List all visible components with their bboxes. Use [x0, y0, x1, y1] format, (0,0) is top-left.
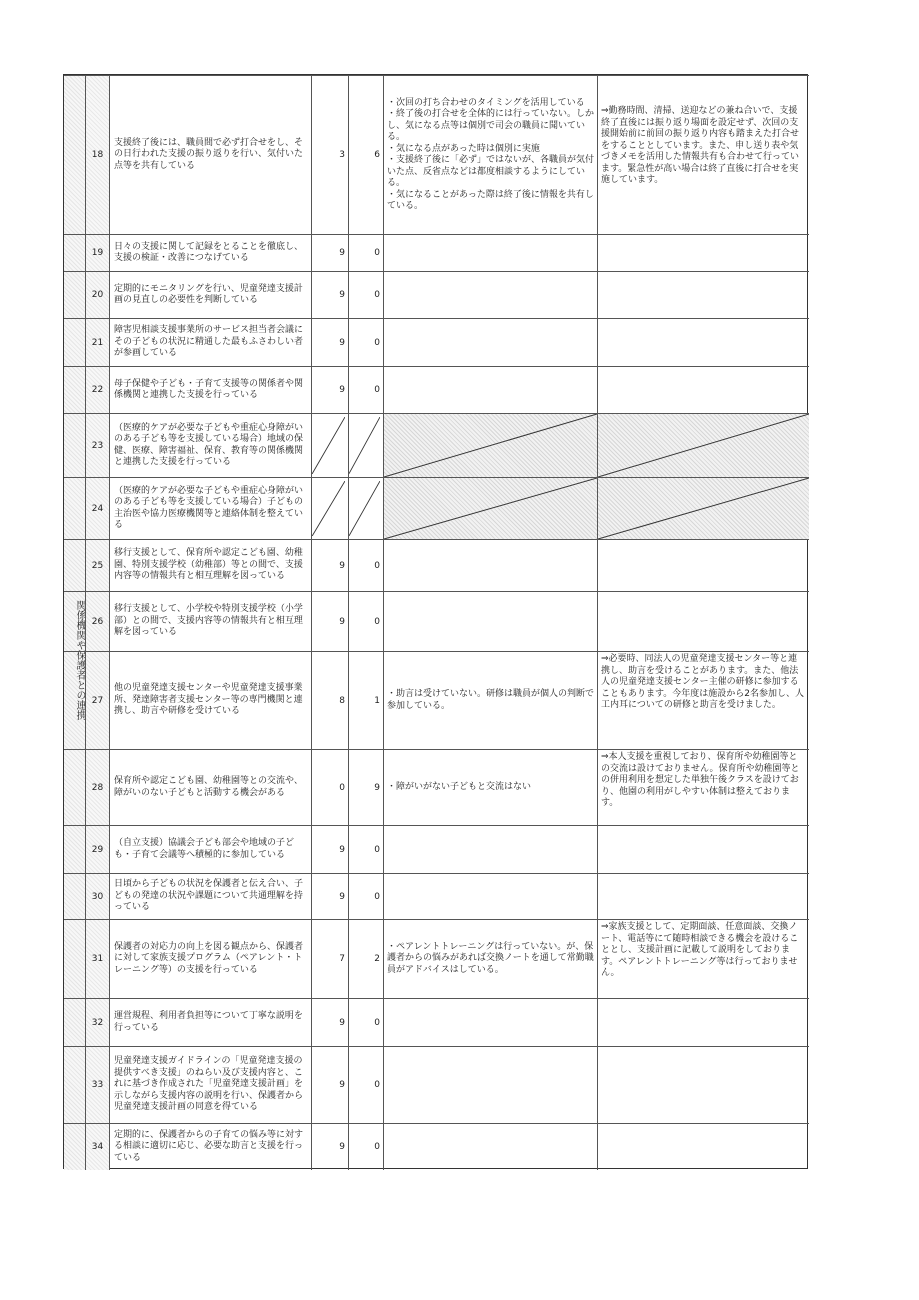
- staff-comment: ・ペアレントトレーニングは行っていない。が、保護者からの悩みがあれば交換ノートを通して常勤職員がアドバイスはしている。: [387, 941, 594, 975]
- table-row: [64, 1123, 809, 1170]
- question-text: 支援終了後には、職員間で必ず打合せをし、その日行われた支援の振り返りを行い、気付いた点等を共有している: [114, 137, 304, 171]
- staff-comment: ・助言は受けていない。研修は職員が個人の判断で参加している。: [387, 689, 595, 711]
- no-count: 2: [348, 920, 383, 998]
- improvement-reply-na: [597, 478, 809, 539]
- yes-count: 9: [311, 319, 348, 366]
- table-row: [64, 873, 809, 919]
- item-number: 20: [85, 272, 109, 318]
- no-count: 0: [348, 826, 383, 873]
- yes-count: 9: [311, 826, 348, 873]
- table-row: [64, 413, 809, 477]
- improvement-reply: ⇒本人支援を重視しており、保育所や幼稚園等との交流は設けておりません。保育所や幼稚園等との併用利用を想定した単独午後クラスを設けており、他園の利用がしやすい体制は整えております。: [601, 752, 800, 808]
- improvement-reply: ⇒家族支援として、定期面談、任意面談、交換ノート、電話等にて随時相談できる機会を設けることとし、支援計画に記載して説明をしております。ペアレントトレーニング等は行っておりません。: [601, 922, 799, 978]
- yes-count: 7: [311, 920, 348, 998]
- no-count-na: [348, 478, 383, 539]
- no-count: 0: [348, 1124, 383, 1170]
- no-count: 0: [348, 540, 383, 591]
- no-count: 0: [348, 874, 383, 919]
- evaluation-table: [63, 74, 808, 1169]
- item-number: 28: [85, 750, 109, 825]
- improvement-reply: ⇒勤務時間、清掃、送迎などの兼ね合いで、支援終了直後には振り返り場面を設定せず、次回の支援開始前に前回の振り返り内容も踏まえた打合せをすることとしています。また、申し送り表や気づきメモを活用した情報共有も合わせて行っています。緊急性が高い場合は終了直後に打合せを実施しています。: [601, 106, 800, 185]
- item-number: 21: [85, 319, 109, 366]
- strike-line: [349, 417, 380, 474]
- table-row: [64, 271, 809, 318]
- table-row: [64, 539, 809, 591]
- item-number: 32: [85, 999, 109, 1046]
- question-text: （自立支援）協議会子ども部会や地域の子ども・子育て会議等へ積極的に参加している: [114, 838, 295, 860]
- table-row: [64, 1046, 809, 1123]
- strike-line: [384, 478, 597, 539]
- no-count-na: [348, 414, 383, 477]
- question-text: （医療的ケアが必要な子どもや重症心身障がいのある子ども等を支援している場合）子どもの主治医や協力医療機関等と連絡体制を整えている: [114, 485, 304, 530]
- table-row: [64, 477, 809, 539]
- item-number: 23: [85, 414, 109, 477]
- improvement-reply-na: [597, 414, 809, 477]
- strike-line: [312, 417, 345, 474]
- item-number: 24: [85, 478, 109, 539]
- no-count: 0: [348, 367, 383, 413]
- table-row: [64, 234, 809, 271]
- staff-comment-na: [383, 414, 597, 477]
- no-count: 0: [348, 999, 383, 1046]
- question-text: （医療的ケアが必要な子どもや重症心身障がいのある子ども等を支援している場合）地域の保健、医療、障害福祉、保育、教育等の関係機関と連携した支援を行っている: [114, 422, 304, 467]
- item-number: 27: [85, 652, 109, 749]
- question-text: 定期的に、保護者からの子育ての悩み等に対する相談に適切に応じ、必要な助言と支援を行っている: [114, 1129, 304, 1163]
- table-row: [64, 366, 809, 413]
- item-number: 30: [85, 874, 109, 919]
- no-count: 0: [348, 319, 383, 366]
- no-count: 6: [348, 76, 383, 234]
- item-number: 33: [85, 1047, 109, 1123]
- yes-count: 9: [311, 999, 348, 1046]
- yes-count: 9: [311, 1047, 348, 1123]
- item-number: 22: [85, 367, 109, 413]
- yes-count: 9: [311, 367, 348, 413]
- question-text: 定期的にモニタリングを行い、児童発達支援計画の見直しの必要性を判断している: [114, 283, 303, 305]
- no-count: 1: [348, 652, 383, 749]
- strike-line: [598, 478, 809, 539]
- item-number: 31: [85, 920, 109, 998]
- category-label: 関係機関や保護者との連携: [74, 600, 85, 720]
- staff-comment-na: [383, 478, 597, 539]
- yes-count-na: [311, 414, 348, 477]
- item-number: 25: [85, 540, 109, 591]
- table-row: [64, 318, 809, 366]
- no-count: 0: [348, 592, 383, 651]
- no-count: 9: [348, 750, 383, 825]
- yes-count-na: [311, 478, 348, 539]
- item-number: 18: [85, 76, 109, 234]
- yes-count: 9: [311, 272, 348, 318]
- question-text: 日々の支援に関して記録をとることを徹底し、支援の検証・改善につなげている: [114, 241, 304, 263]
- question-text: 母子保健や子ども・子育て支援等の関係者や関係機関と連携した支援を行っている: [114, 378, 304, 400]
- strike-line: [349, 481, 380, 536]
- no-count: 0: [348, 1047, 383, 1123]
- yes-count: 9: [311, 540, 348, 591]
- no-count: 0: [348, 272, 383, 318]
- question-text: 保育所や認定こども園、幼稚園等との交流や、障がいのない子どもと活動する機会がある: [114, 776, 303, 798]
- table-row: [64, 591, 809, 651]
- question-text: 移行支援として、保育所や認定こども園、幼稚園、特別支援学校（幼稚部）等との間で、支援内容等の情報共有と相互理解を図っている: [114, 548, 303, 582]
- yes-count: 8: [311, 652, 348, 749]
- table-row: [64, 998, 809, 1046]
- strike-line: [598, 414, 809, 477]
- no-count: 0: [348, 235, 383, 271]
- item-number: 29: [85, 826, 109, 873]
- staff-comment: ・障がいがない子どもと交流はない: [387, 781, 532, 792]
- question-text: 児童発達支援ガイドラインの「児童発達支援の提供すべき支援」のねらい及び支援内容と、これに基づき作成された「児童発達支援計画」を示しながら支援内容の説明を行い、保護者から児童発達支援計画の同意を得ている: [114, 1056, 304, 1113]
- yes-count: 9: [311, 235, 348, 271]
- table-row: [64, 651, 809, 749]
- staff-comment: ・次回の打ち合わせのタイミングを活用している ・終了後の打合せを全体的には行っていない。しかし、気になる点等は個別で司会の職員に聞いている。 ・気になる点があった時は個別に実施 ・支援終了後に「必ず」ではないが、各職員が気付いた点、反省点などは都度相談するようにしている。 ・気になることがあった際は終了後に情報を共有している。: [387, 97, 595, 211]
- table-row: [64, 919, 809, 998]
- yes-count: 0: [311, 750, 348, 825]
- item-number: 19: [85, 235, 109, 271]
- question-text: 他の児童発達支援センターや児童発達支援事業所、発達障害者支援センター等の専門機関と連携し、助言や研修を受けている: [114, 683, 303, 717]
- improvement-reply: ⇒必要時、同法人の児童発達支援センター等と連携し、助言を受けることがあります。また、他法人の児童発達支援センター主催の研修に参加することもあります。今年度は施設から2名参加し、人工内耳についての研修と助言を受けました。: [601, 654, 805, 710]
- strike-line: [312, 481, 345, 536]
- yes-count: 9: [311, 874, 348, 919]
- strike-line: [384, 414, 597, 477]
- question-text: 運営規程、利用者負担等について丁寧な説明を行っている: [114, 1011, 303, 1033]
- table-row: [64, 75, 809, 234]
- item-number: 34: [85, 1124, 109, 1170]
- yes-count: 9: [311, 1124, 348, 1170]
- table-row: [64, 825, 809, 873]
- table-row: [64, 749, 809, 825]
- yes-count: 9: [311, 592, 348, 651]
- question-text: 保護者の対応力の向上を図る観点から、保護者に対して家族支援プログラム（ペアレント・トレーニング等）の支援を行っている: [114, 941, 304, 975]
- question-text: 日頃から子どもの状況を保護者と伝え合い、子どもの発達の状況や課題について共通理解を持っている: [114, 879, 304, 913]
- yes-count: 3: [311, 76, 348, 234]
- item-number: 26: [85, 592, 109, 651]
- question-text: 障害児相談支援事業所のサービス担当者会議にその子どもの状況に精通した最もふさわしい者が参画している: [114, 325, 304, 359]
- question-text: 移行支援として、小学校や特別支援学校（小学部）との間で、支援内容等の情報共有と相互理解を図っている: [114, 604, 303, 638]
